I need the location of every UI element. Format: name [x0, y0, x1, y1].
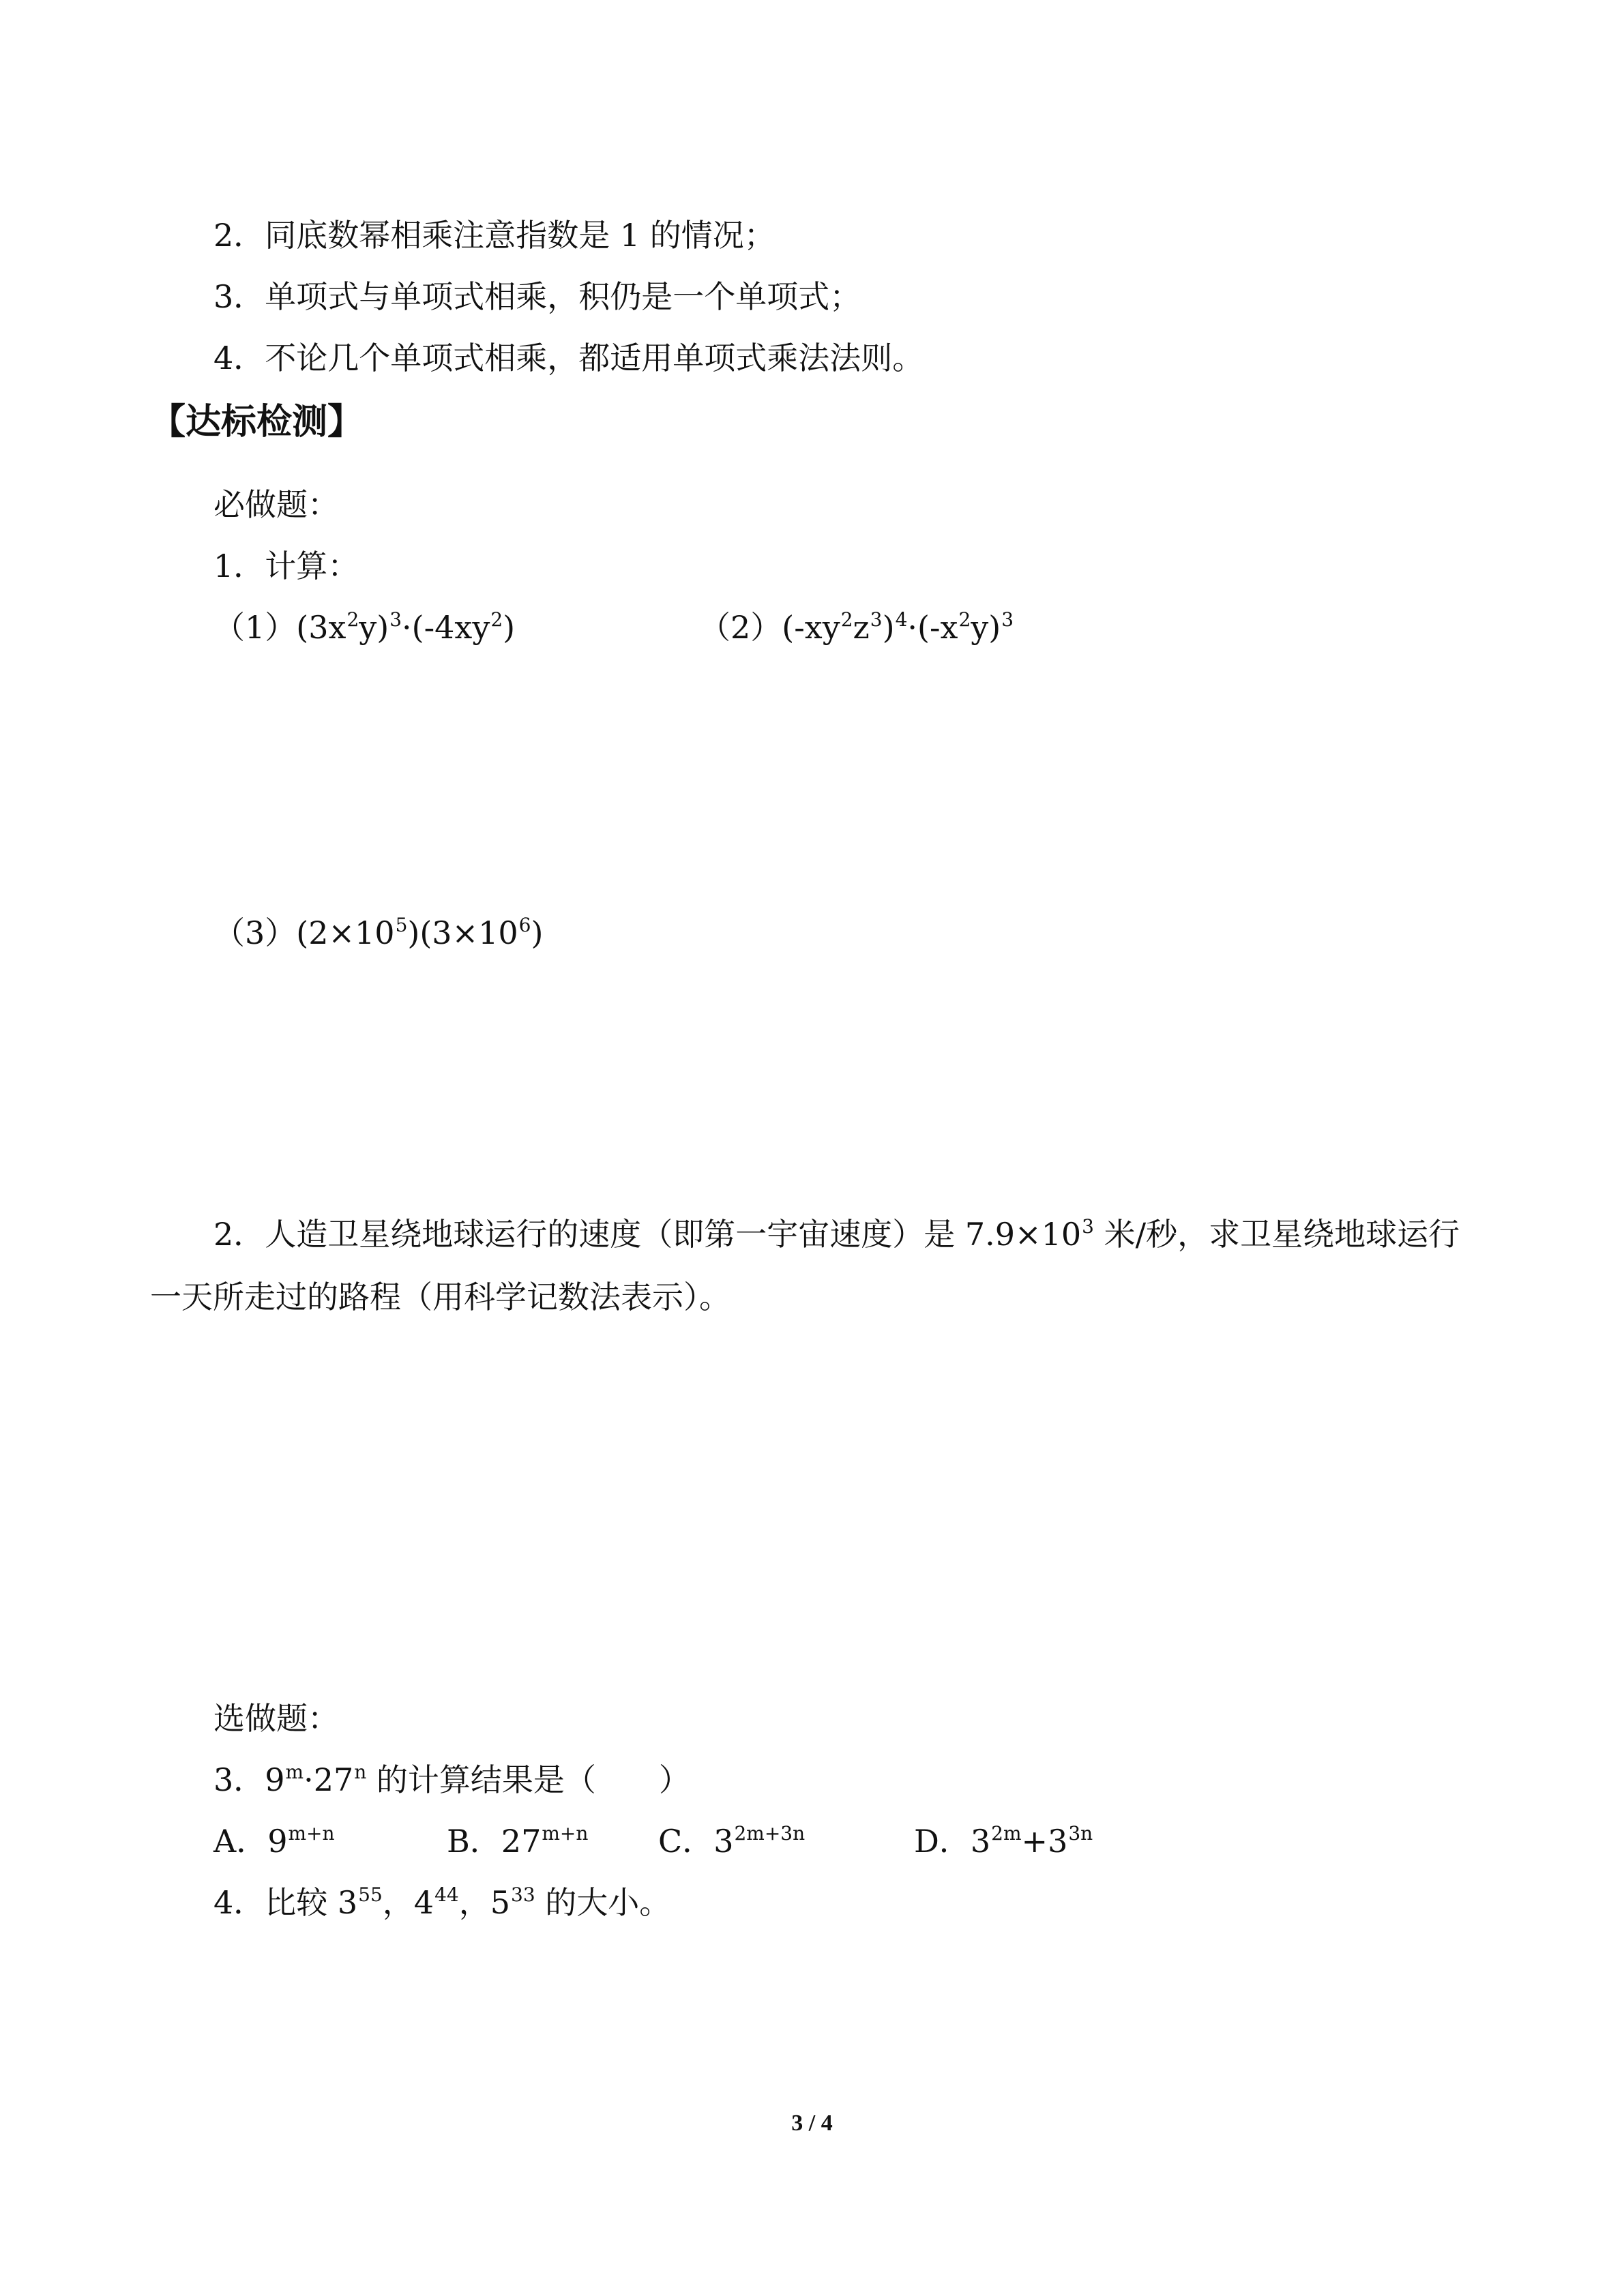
q3-option-a-exp: m+n — [288, 1822, 335, 1845]
q3-option-d-base: D．3 — [914, 1823, 991, 1860]
question-4 — [213, 1882, 670, 1928]
section-title: 【达标检测】 — [150, 402, 364, 443]
page-number: 3 / 4 — [791, 2111, 833, 2136]
q4-exp-2: 44 — [434, 1883, 459, 1906]
q4-text-d: 的大小。 — [535, 1884, 671, 1921]
q3-exp-1: m — [285, 1761, 304, 1783]
note-item-4: 4．不论几个单项式相乘，都适用单项式乘法法则。 — [213, 340, 924, 376]
q3-option-c-base: C．3 — [658, 1823, 734, 1860]
q3-stem-c: 的计算结果是（ ） — [366, 1761, 690, 1798]
part-1-expression: $(3x^2y)^3\cdot(-4xy^2)$ — [296, 608, 516, 646]
q3-exp-2: n — [354, 1761, 367, 1783]
part-3-label: （3） — [213, 914, 297, 951]
q4-text-c: ，5 — [458, 1884, 510, 1921]
q3-option-c-exp: 2m+3n — [734, 1822, 806, 1845]
question-2-line-2: 一天所走过的路程（用科学记数法表示）。 — [150, 1279, 730, 1315]
q3-stem-b: ·27 — [304, 1761, 354, 1798]
q3-option-c — [658, 1821, 805, 1866]
q4-exp-1: 55 — [358, 1883, 383, 1906]
q3-option-b-base: B．27 — [447, 1823, 542, 1860]
q4-text-b: ，4 — [382, 1884, 434, 1921]
q3-option-b — [447, 1821, 588, 1866]
q3-option-d — [914, 1821, 1093, 1866]
required-label: 必做题： — [213, 486, 339, 523]
note-item-3: 3．单项式与单项式相乘，积仍是一个单项式； — [213, 278, 861, 315]
question-2-line-1 — [213, 1214, 1460, 1259]
question-3-stem — [213, 1759, 690, 1805]
q4-text-a: 4．比较 3 — [213, 1884, 358, 1921]
q3-option-b-exp: m+n — [542, 1822, 589, 1845]
q2-exponent: 3 — [1082, 1215, 1094, 1238]
q3-option-d-exp-2: 3n — [1068, 1822, 1093, 1845]
part-2-label: （2） — [699, 609, 782, 646]
optional-label: 选做题： — [213, 1700, 339, 1737]
question-1-part-2 — [699, 607, 1014, 653]
q2-text-a: 2．人造卫星绕地球运行的速度（即第一宇宙速度）是 7.9×10 — [213, 1216, 1082, 1253]
q2-text-b: 米/秒，求卫星绕地球运行 — [1093, 1216, 1460, 1253]
q3-option-d-mid: +3 — [1021, 1823, 1068, 1860]
question-1-part-1 — [213, 607, 515, 653]
note-item-2: 2．同底数幂相乘注意指数是 1 的情况； — [213, 217, 776, 254]
q3-option-d-exp-1: 2m — [991, 1822, 1022, 1845]
question-1-part-3 — [213, 912, 543, 958]
part-3-expression: $(2\times 10^5)(3\times 10^6)$ — [296, 914, 544, 951]
part-1-label: （1） — [213, 609, 297, 646]
q4-exp-3: 33 — [511, 1883, 535, 1906]
q3-option-a — [213, 1821, 335, 1866]
q3-stem-a: 3．9 — [213, 1761, 285, 1798]
question-1-label: 1．计算： — [213, 548, 359, 584]
q3-option-a-base: A．9 — [213, 1823, 288, 1860]
part-2-expression: $(-xy^2z^3)^4\cdot(-x^2y)^3$ — [782, 608, 1014, 646]
